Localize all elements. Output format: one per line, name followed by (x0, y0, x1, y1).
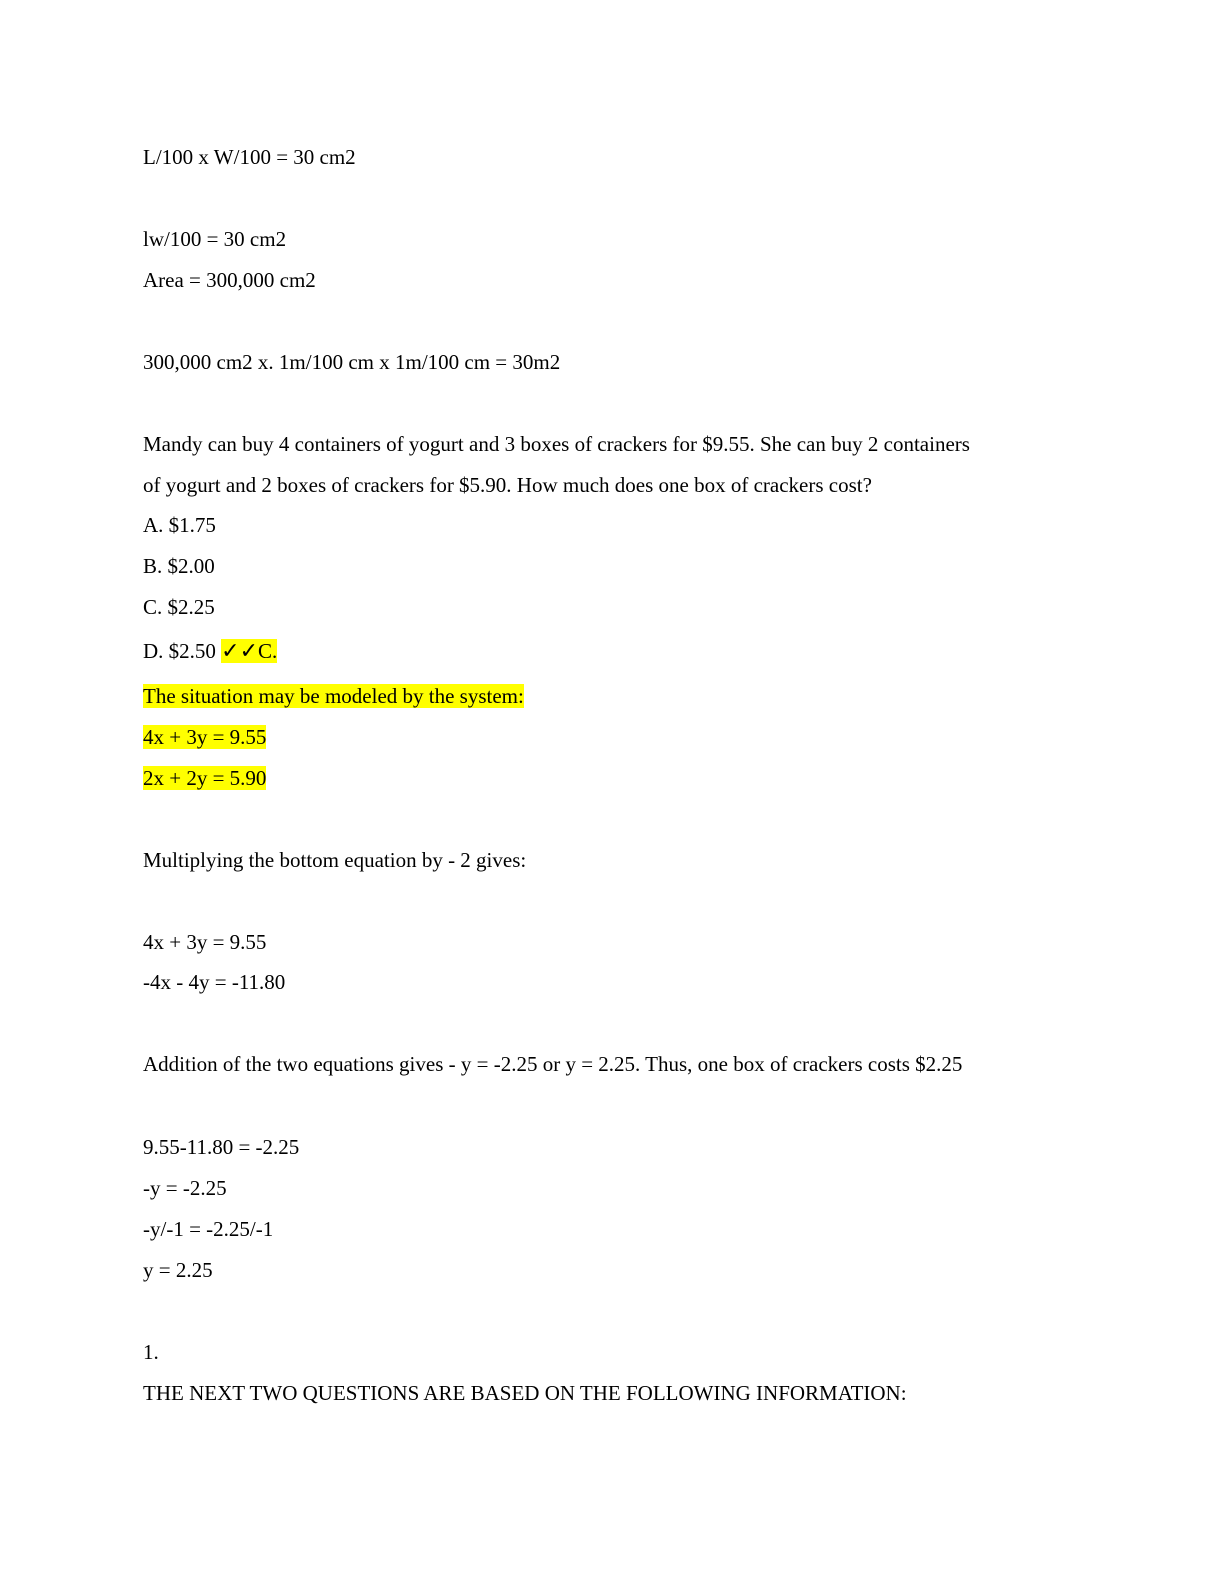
equation-line: -y = -2.25 (143, 1176, 227, 1200)
equation-line: y = 2.25 (143, 1258, 213, 1282)
option-b: B. $2.00 (143, 554, 215, 578)
equation-line: Area = 300,000 cm2 (143, 268, 316, 292)
equation-line: -y/-1 = -2.25/-1 (143, 1217, 274, 1241)
text-line: Addition of the two equations gives - y = -2.25 or y = 2.25. Thus, one box of crackers costs $2.25 (143, 1052, 963, 1076)
highlighted-line (143, 723, 266, 751)
conversion-line: 300,000 cm2 x. 1m/100 cm x 1m/100 cm = 30m2 (143, 350, 561, 374)
option-a: A. $1.75 (143, 513, 216, 537)
highlighted-line (143, 682, 524, 710)
equation-line: 9.55-11.80 = -2.25 (143, 1135, 300, 1159)
equation-line: 4x + 3y = 9.55 (143, 930, 267, 954)
highlighted-line (143, 764, 266, 792)
text-line: Multiplying the bottom equation by - 2 gives: (143, 848, 527, 872)
highlighted-text: The situation may be modeled by the system: (143, 684, 524, 708)
question-text-line-1: Mandy can buy 4 containers of yogurt and 3 boxes of crackers for $9.55. She can buy 2 containers (143, 432, 970, 456)
highlighted-text: 4x + 3y = 9.55 (143, 725, 267, 749)
option-c: C. $2.25 (143, 595, 215, 619)
check-mark-icon: ✓✓ (221, 639, 259, 664)
answer-highlight (221, 639, 277, 663)
option-d (143, 637, 277, 665)
highlighted-text: 2x + 2y = 5.90 (143, 766, 267, 790)
question-number: 1. (143, 1340, 159, 1364)
answer-letter: C. (258, 639, 278, 663)
option-d-label: D. $2.50 (143, 639, 222, 663)
equation-line: L/100 x W/100 = 30 cm2 (143, 145, 356, 169)
section-heading: THE NEXT TWO QUESTIONS ARE BASED ON THE FOLLOWING INFORMATION: (143, 1381, 907, 1405)
equation-line: -4x - 4y = -11.80 (143, 970, 286, 994)
equation-line: lw/100 = 30 cm2 (143, 227, 287, 251)
question-text-line-2: of yogurt and 2 boxes of crackers for $5.90. How much does one box of crackers cost? (143, 473, 872, 497)
